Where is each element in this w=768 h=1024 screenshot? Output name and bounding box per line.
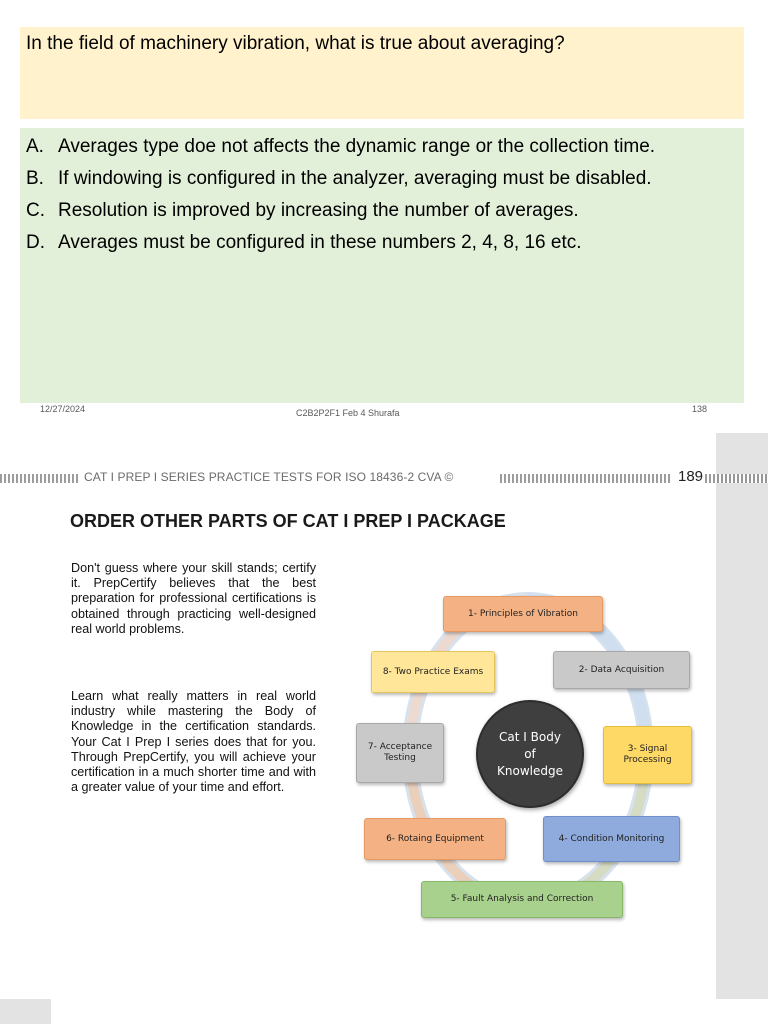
page-title: ORDER OTHER PARTS OF CAT I PREP I PACKAGE — [70, 511, 506, 531]
diagram-node-acceptance-testing: 7- Acceptance Testing — [356, 723, 444, 783]
answer-letter: B. — [26, 168, 44, 189]
answer-letter: C. — [26, 200, 45, 221]
diagram-center — [476, 700, 584, 808]
answer-text: If windowing is configured in the analyzer, averaging must be disabled. — [58, 168, 652, 189]
diagram-node-fault-analysis: 5- Fault Analysis and Correction — [421, 881, 623, 918]
header-text: CAT I PREP I SERIES PRACTICE TESTS FOR ISO 18436-2 CVA © — [84, 470, 454, 484]
answer-letter: A. — [26, 136, 44, 157]
diagram-node-principles: 1- Principles of Vibration — [443, 596, 603, 632]
answer-text: Averages type doe not affects the dynamic range or the collection time. — [58, 136, 656, 157]
diagram-node-practice-exams: 8- Two Practice Exams — [371, 651, 495, 693]
question-text: In the field of machinery vibration, what is true about averaging? — [26, 33, 565, 54]
diagram-node-condition-monitoring: 4- Condition Monitoring — [543, 816, 680, 862]
diagram-node-data-acquisition: 2- Data Acquisition — [553, 651, 690, 689]
footer-date: 12/27/2024 — [40, 404, 86, 414]
body-paragraph-1: Don't guess where your skill stands; certify it. PrepCertify believes that the best preparation for professional certifications is obtained through practicing well-designed real world problems. — [71, 561, 316, 636]
answer-text: Averages must be configured in these numbers 2, 4, 8, 16 etc. — [58, 232, 582, 253]
diagram-node-rotating-equipment: 6- Rotaing Equipment — [364, 818, 506, 860]
answer-letter: D. — [26, 232, 45, 253]
footer-page-number: 138 — [692, 404, 708, 414]
center-line-2: of — [524, 746, 536, 761]
answer-text: Resolution is improved by increasing the number of averages. — [58, 200, 579, 221]
center-line-3: Knowledge — [497, 763, 563, 778]
header-page-number: 189 — [678, 468, 704, 485]
body-paragraph-2: Learn what really matters in real world industry while mastering the Body of Knowledge in the certification standards. Your Cat I Prep I series does that for you. Through PrepCertify, you will achieve your certification in a much shorter time and with a greater value of your time and effort. — [71, 689, 316, 795]
center-line-1: Cat I Body — [499, 729, 561, 744]
footer-center-text: C2B2P2F1 Feb 4 Shurafa — [296, 408, 400, 418]
diagram-node-signal-processing: 3- Signal Processing — [603, 726, 692, 784]
